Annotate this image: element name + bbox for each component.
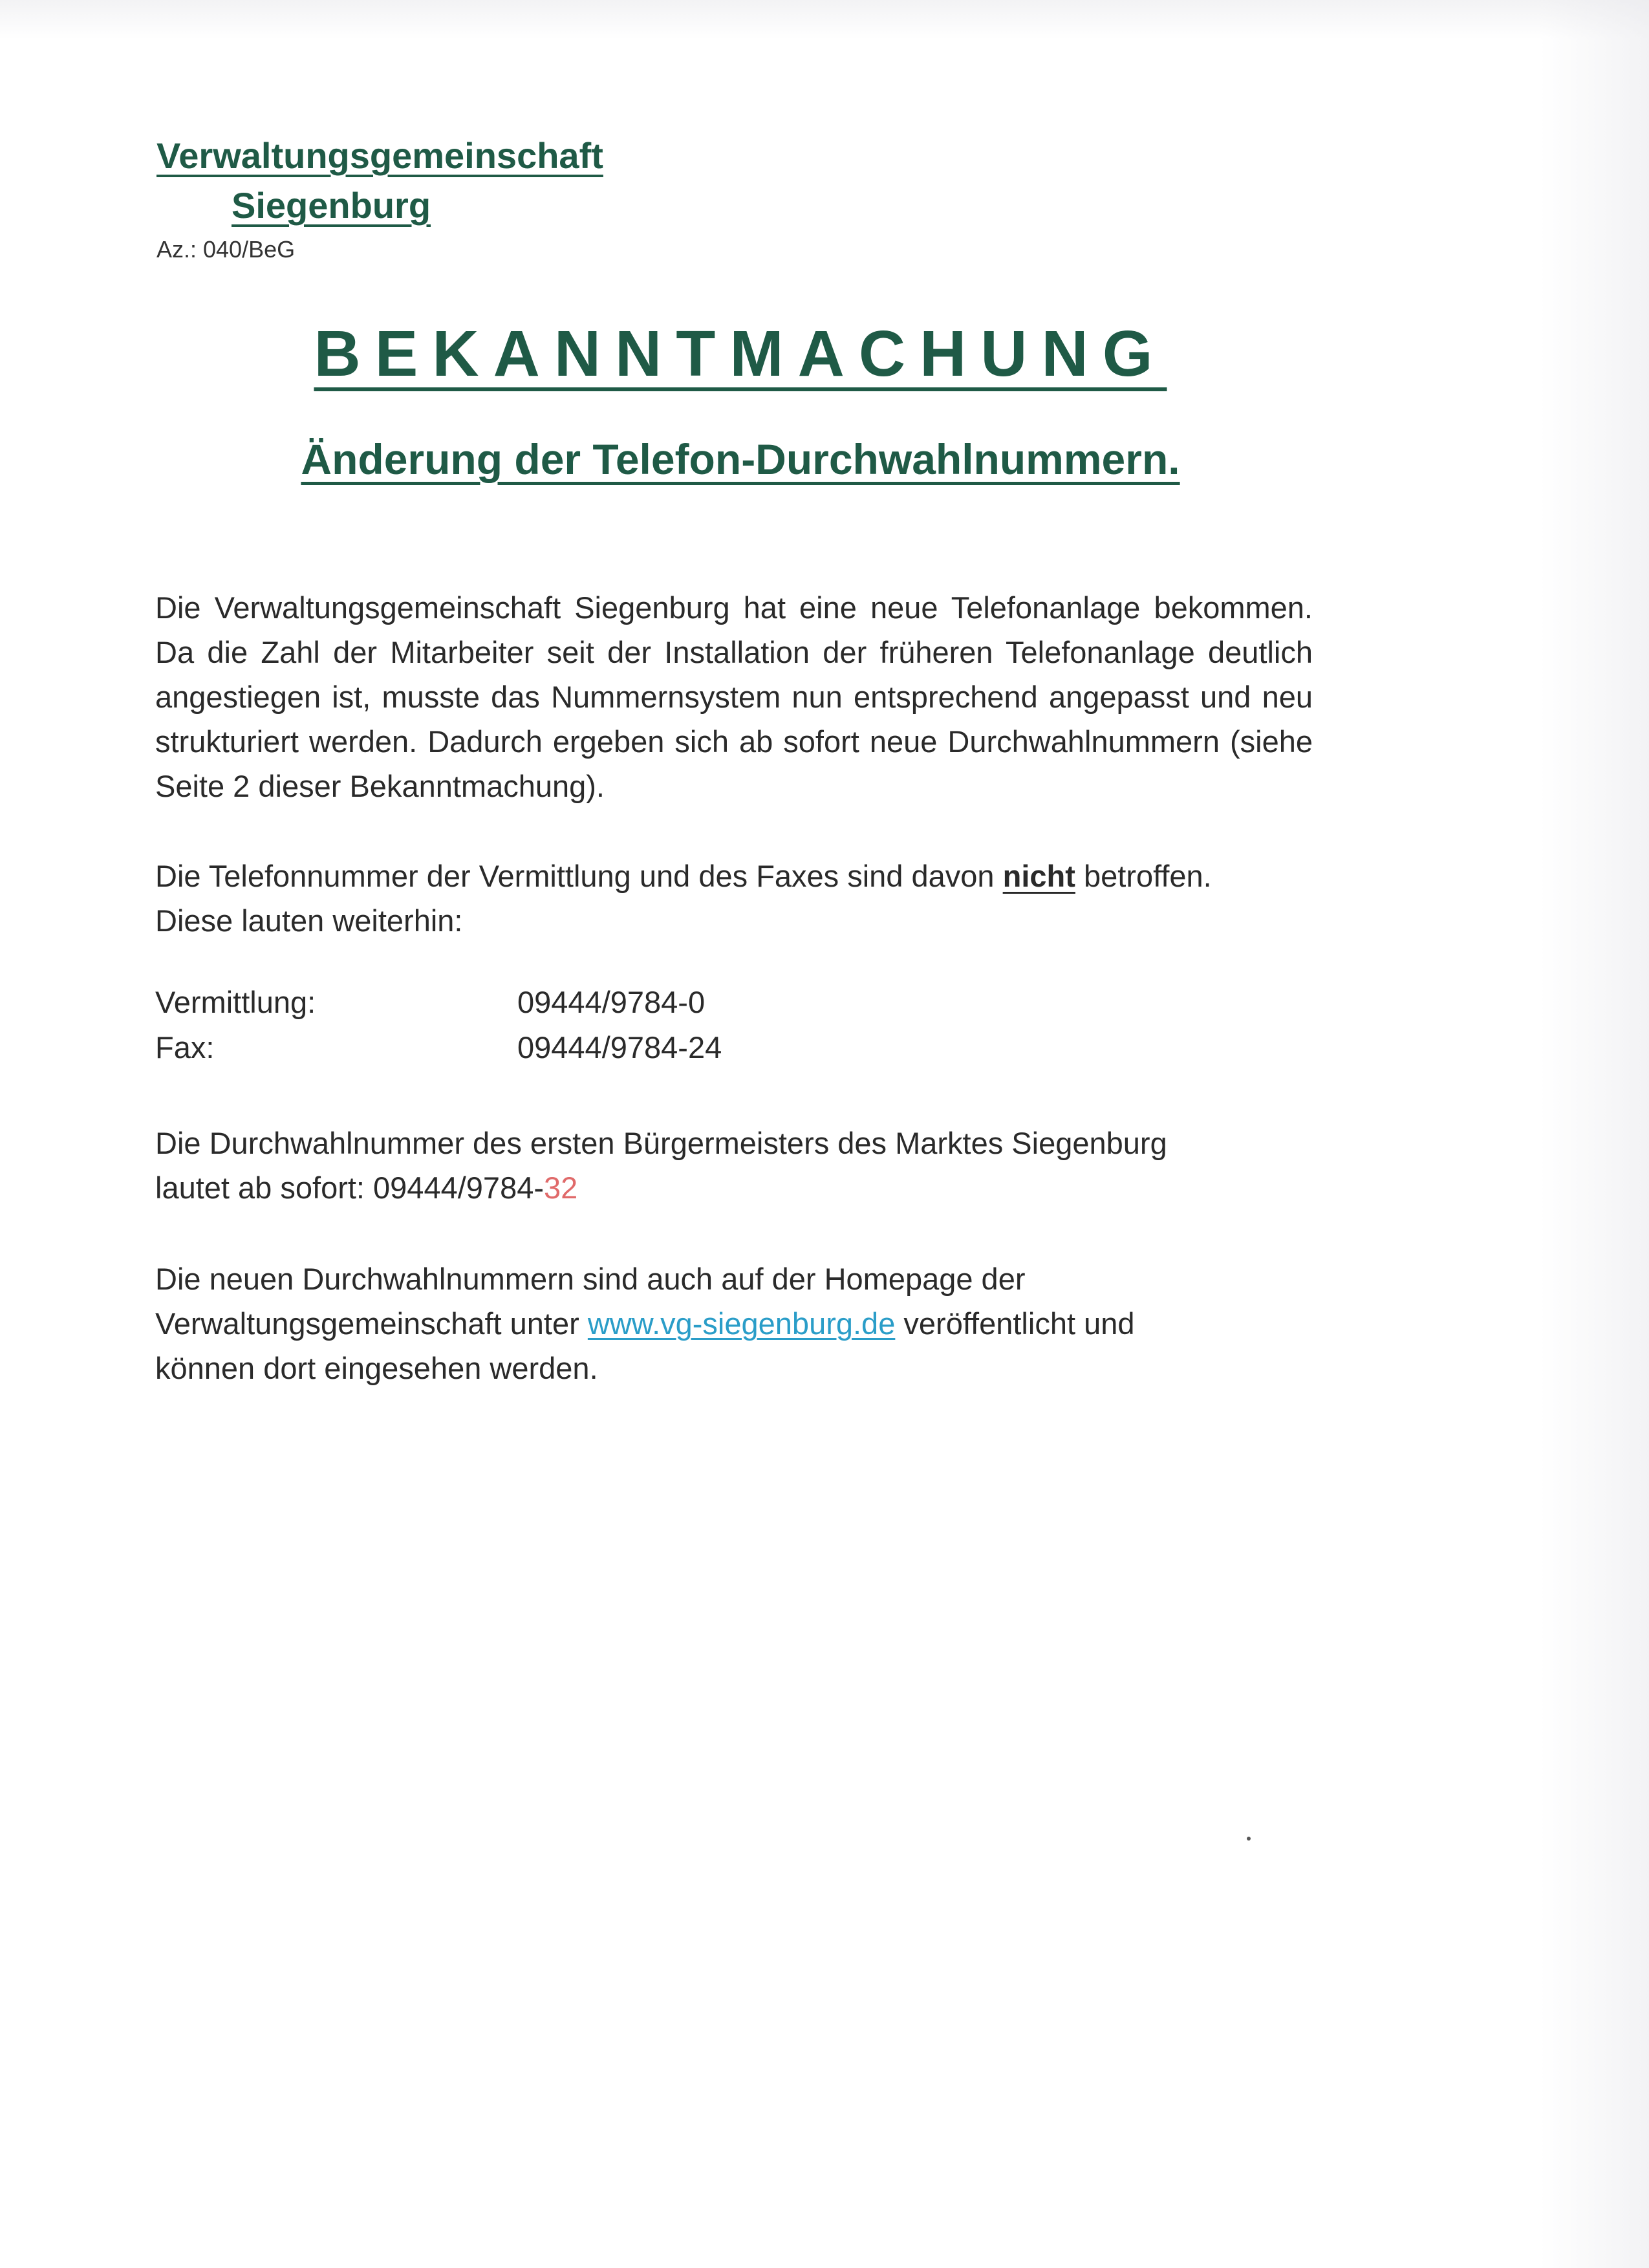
org-name-line1: Verwaltungsgemeinschaft (156, 135, 603, 176)
paragraph-homepage (155, 1257, 1313, 1390)
document-subtitle-text: Änderung der Telefon-Durchwahlnummern. (301, 435, 1180, 483)
org-name-line2: Siegenburg (232, 185, 431, 226)
paragraph2-after: betroffen. (1075, 859, 1212, 893)
paragraph-mayor-extension (155, 1121, 1313, 1210)
document-subtitle (0, 435, 1481, 484)
document-title-text: BEKANNTMACHUNG (314, 318, 1167, 390)
document-title (0, 317, 1481, 391)
contact-label: Fax: (155, 1030, 215, 1064)
scan-shadow-right (1539, 0, 1649, 2268)
paragraph2-line2: Diese lauten weiterhin: (155, 903, 463, 938)
homepage-link[interactable]: www.vg-siegenburg.de (587, 1306, 896, 1341)
paragraph2-before: Die Telefonnummer der Vermittlung und des Faxes sind davon (155, 859, 1003, 893)
paragraph4-line1: Die neuen Durchwahlnummern sind auch auf der Homepage der (155, 1262, 1026, 1296)
reference-number: Az.: 040/BeG (156, 236, 296, 263)
paragraph-unchanged-numbers (155, 854, 1313, 943)
contact-value: 09444/9784-0 (517, 985, 706, 1019)
mayor-extension-number: 32 (544, 1171, 578, 1205)
scan-speck (1247, 1837, 1251, 1841)
paragraph4-line2-after: veröffentlicht und (895, 1306, 1135, 1341)
paragraph4-line2-before: Verwaltungsgemeinschaft unter (155, 1306, 588, 1341)
scan-shadow-top (0, 0, 1649, 39)
paragraph3-line1: Die Durchwahlnummer des ersten Bürgermeisters des Marktes Siegenburg (155, 1126, 1167, 1160)
emphasis-nicht: nicht (1002, 859, 1075, 893)
contact-value: 09444/9784-24 (517, 1030, 722, 1064)
paragraph4-line3: können dort eingesehen werden. (155, 1351, 598, 1385)
paragraph-intro: Die Verwaltungsgemeinschaft Siegenburg hat eine neue Telefonanlage bekommen. Da die Zahl der Mitarbeiter seit der Installation der früheren Telefonanlage deutlich angestiegen ist, musste das Nummernsystem nun entsprechend angepasst und neu strukturiert werden. Dadurch ergeben sich ab sofort neue Durchwahlnummern (siehe Seite 2 dieser Bekanntmachung). (155, 590, 1313, 803)
paragraph3-line2-prefix: lautet ab sofort: 09444/9784- (155, 1171, 544, 1205)
contact-label: Vermittlung: (155, 985, 316, 1019)
